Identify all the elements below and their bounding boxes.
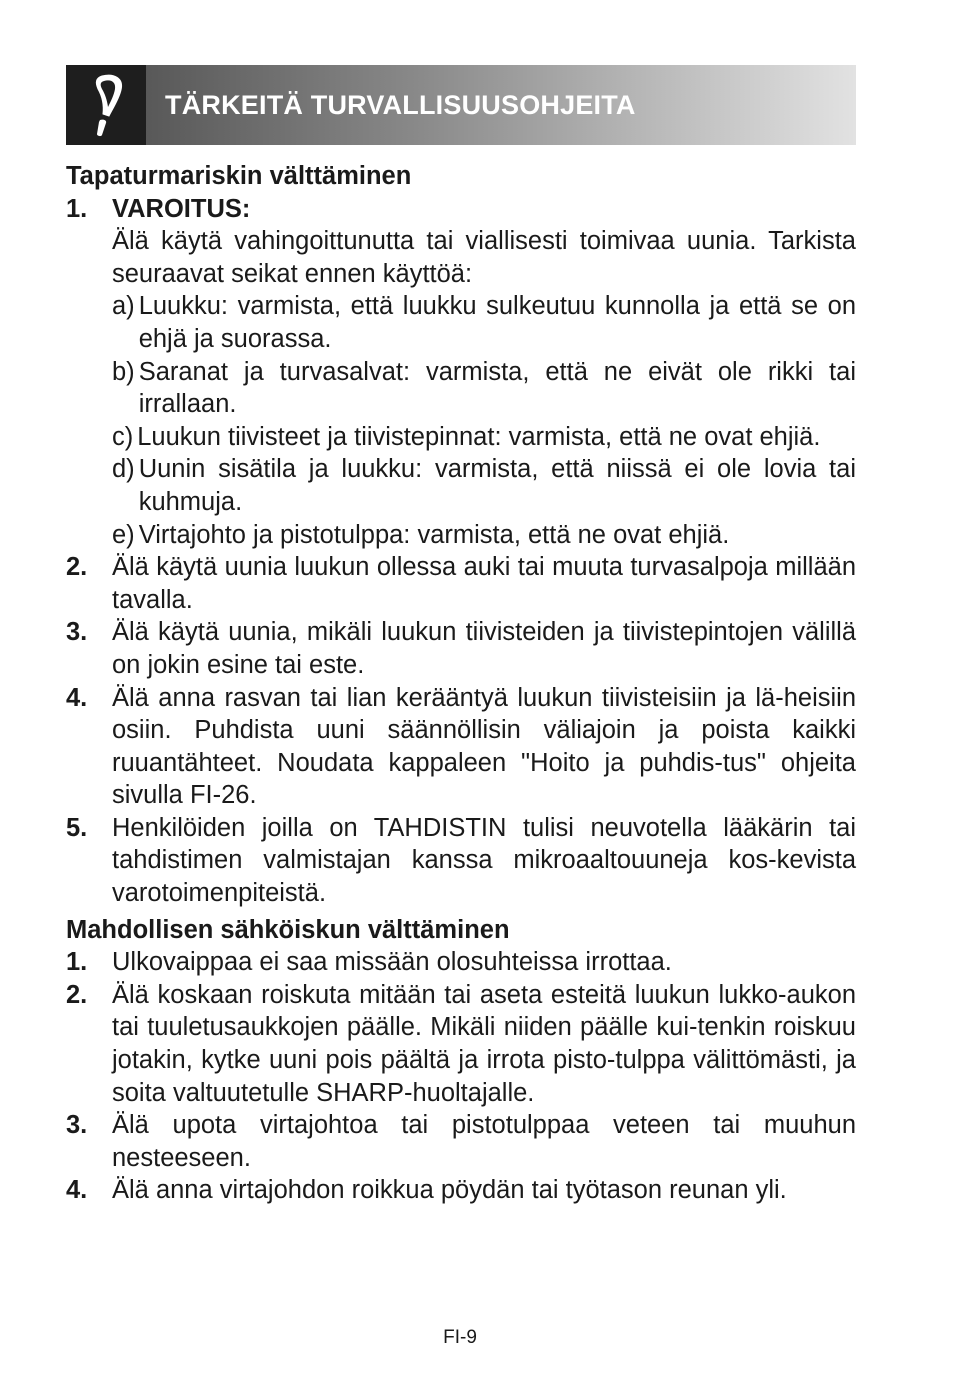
sub-item-text: Luukun tiivisteet ja tiivistepinnat: varmista, että ne ovat ehjiä. <box>137 422 821 451</box>
page-number: FI-9 <box>443 1327 477 1348</box>
sub-item-text: Uunin sisätila ja luukku: varmista, että niissä ei ole lovia tai kuhmuja. <box>138 455 856 516</box>
list-item <box>66 1174 856 1207</box>
warning-icon-box <box>66 65 146 145</box>
item-text: Älä anna virtajohdon roikkua pöydän tai työtason reunan yli. <box>112 1176 787 1205</box>
item-number: 5. <box>66 813 88 842</box>
item-text: Älä upota virtajohtoa tai pistotulppaa veteen tai muuhun nesteeseen. <box>112 1111 856 1172</box>
sub-item <box>112 356 856 421</box>
section-header <box>66 65 856 145</box>
list-item <box>66 551 856 616</box>
list-item <box>66 193 856 552</box>
warning-heading: VAROITUS: <box>112 194 251 223</box>
sub-item <box>112 290 856 355</box>
section-title-accident: Tapaturmariskin välttäminen <box>66 162 412 190</box>
item-number: 1. <box>66 948 88 977</box>
item-number: 3. <box>66 1111 88 1140</box>
item-text: Henkilöiden joilla on TAHDISTIN tulisi neuvotella lääkärin tai tahdistimen valmistajan kanssa mikroaaltouuneja kos-kevista varotoimenpiteistä. <box>112 813 856 908</box>
item-number: 2. <box>66 980 88 1009</box>
sub-item-letter: b) <box>112 357 135 386</box>
item-number: 3. <box>66 618 88 647</box>
item-number: 4. <box>66 683 88 712</box>
warning-intro: Älä käytä vahingoittunutta tai viallisesti toimivaa uunia. Tarkista seuraavat seikat ennen käyttöä: <box>112 227 856 288</box>
item-text: Älä käytä uunia, mikäli luukun tiivisteiden ja tiivistepintojen välillä on jokin esine tai este. <box>112 618 856 679</box>
list-item <box>66 812 856 910</box>
sub-item-text: Virtajohto ja pistotulppa: varmista, että ne ovat ehjiä. <box>138 520 730 549</box>
sub-item-text: Luukku: varmista, että luukku sulkeutuu kunnolla ja että se on ehjä ja suorassa. <box>138 292 856 353</box>
sub-item-letter: a) <box>112 292 135 321</box>
page-title: TÄRKEITÄ TURVALLISUUSOHJEITA <box>165 90 636 120</box>
item-text: Älä koskaan roiskuta mitään tai aseta esteitä luukun lukko-aukon tai tuuletusaukkojen päälle. Mikäli niiden päälle kui-tenkin roiskuu jotakin, kytke uuni pois päältä ja irrota pisto-tulppa välittömästi, ja soita valtuutetulle SHARP-huoltajalle. <box>112 980 856 1107</box>
list-item <box>66 682 856 812</box>
item-number: 2. <box>66 553 88 582</box>
list-item <box>66 1109 856 1174</box>
sub-item-letter: c) <box>112 422 134 451</box>
list-item <box>66 946 856 979</box>
sub-item <box>112 453 856 518</box>
item-text: Älä käytä uunia luukun ollessa auki tai muuta turvasalpoja millään tavalla. <box>112 553 856 614</box>
exclamation-icon <box>84 72 128 138</box>
item-text <box>112 193 856 552</box>
item-number: 1. <box>66 194 88 223</box>
section-title-electric-shock: Mahdollisen sähköiskun välttäminen <box>66 915 510 944</box>
sub-item-letter: d) <box>112 455 135 484</box>
item-number: 4. <box>66 1176 88 1205</box>
sub-item-letter: e) <box>112 520 135 549</box>
list-item <box>66 616 856 681</box>
sub-item <box>112 421 856 454</box>
sub-item <box>112 519 856 552</box>
content <box>66 160 856 1207</box>
sub-item-text: Saranat ja turvasalvat: varmista, että ne eivät ole rikki tai irrallaan. <box>138 357 856 419</box>
item-text: Ulkovaippaa ei saa missään olosuhteissa irrottaa. <box>112 948 672 977</box>
item-text: Älä anna rasvan tai lian kerääntyä luukun tiivisteisiin ja lä-heisiin osiin. Puhdista uuni säännöllisin väliajoin ja poista kaikki ruuantähteet. Noudata kappaleen "Hoito ja puhdis-tus" ohjeita sivulla FI-26. <box>112 683 856 810</box>
list-item <box>66 979 856 1109</box>
